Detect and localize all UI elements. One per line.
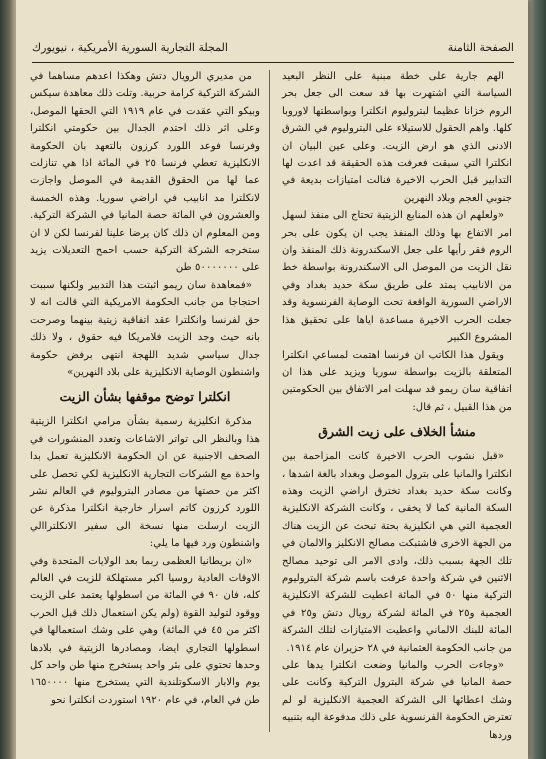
page-label: الصفحة الثامنة [447,40,514,54]
right-paragraph-1: الهم جارية على خطة مبنية على النظر البعيد السياسة التي اشتهرت بها قد سعت الى جعل بحر الروم خزانا عظيما لبتروليوم انكلترا وبواسطتها لاوروبا كلها. واهم الحقول للاستيلاء على البتروليوم في الشرق الادنى الذي هو ارض الزيت. وعلى عين البيان ان انكلترا التي سبقت فعرفت هذه الحقيقة قد اعدت لها التدابير قبل الحرب الاخيرة فنالت امتيازات بديعة في جنوبي العجم وبلاد النهرين [282,71,512,204]
section-heading-oil-dispute: منشأ الخلاف على زيت الشرق [318,424,476,440]
book-spine-shadow [0,0,16,759]
page-header [32,36,514,58]
right-paragraph-4: «قبل نشوب الحرب الاخيرة كانت المزاحمة بين انكلترا والمانيا على بترول الموصل وبغداد بالغة اشدها ، وكانت سكة حديد بغداد تخترق اراضي الزيت وهذه السكة المانية كما لا يخفى ، وكانت الشركة الانكليزية العجمية التي هي انكليزية بحتة تبحث عن الزيت هناك من الجهة الاخرى فاشتبكت مصالح الانكليز والالمان في تلك الجهة بسبب ذلك، وادى الامر الى توحيد مصالح الاثنين في شركة واحدة عرفت باسم شركة البتروليوم التركية منها ٥٠ في المائة اعطيت للشركة الانكليزية العجمية و٢٥ في المائة لشركة رويال دتش و٢٥ في المائة للبنك الالماني واعطيت الامتيازات لتلك الشركة من جانب الحكومة العثمانية في ٢٨ حزيران عام ١٩١٤. [282,451,512,654]
section-heading-england-position: انكلترا توضح موقفها بشأن الزيت [59,389,231,405]
left-paragraph-3: مذكرة انكليزية رسمية بشأن مرامي انكلترا الزيتية هذا وبالنظر الى تواتر الاشاعات وتعدد المنشورات في الصحف الاجنبية عن ان الحكومة الانكليزية تعمل بدا واحدة مع الشركات التجارية الانكليزية لكي تحصل على اكثر من حصتها من مصادر البتروليوم في العالم نشر اللورد كرزون كاتم اسرار خارجية انكلترا مذكرة عن الزيت ارسلت منها نسخة الى سفير الانكلتراالي واشنطون ورد فيها ما يلي: [30,416,260,550]
right-paragraph-3: ويقول هذا الكاتب ان فرنسا اهتمت لمساعي انكلترا المتعلقة بالزيت بواسطة سوريا ويزيد على هذا ان اتفاقية سان ريمو قد سهلت امر الاتفاق بين الحكومتين من هذا القبيل ، ثم قال: [282,349,512,413]
left-paragraph-2: «فمعاهدة سان ريمو اثبتت هذا التدبير ولكنها سببت احتجاجا من جانب الحكومة الامريكية التي قالت انه لا حق لفرنسا وانكلترا عقد اتفاقية زيتية بينهما وصرحت بانه حيث وجد الزيت فلامريكا فيه حقوق ، ولا ذلك جدال سياسي شديد اللهجة انتهى برفض حكومة واشنطون الوصاية الانكليزية على بلاد النهرين» [30,279,260,378]
left-paragraph-1: من مديري الرويال دتش وهكذا اعدهم مساهما في الشركة التركية كرامة حربية. وتلت ذلك معاهدة سيكس وبيكو التي عقدت في عام ١٩١٩ التي الحقها الموصل، وعلى اثر ذلك احتدم الجدال بين حكومتي انكلترا وفرنسا فوعد اللورد كرزون بالتعهد بان الحكومة الانكليزية تعطي فرنسا ٢٥ في المائة اذا هي تنازلت عما لها من الحقوق القديمة في الموصل واجازت لانكلترا مد انابيب في اراضي سوريا. وهذه الخمسة والعشرون في المائة حصة المانيا في الشركة التركية. ومن المعلوم ان ذلك كان يرضا علينا لفرنسا لكن لا ان ستخرجه الشركة التركية حسب احمح التعديلات يزيد على ٥٠٠٠٠٠٠٠ طن [30,71,260,274]
right-column [282,68,512,741]
left-column [30,68,260,734]
journal-title: المجلة التجارية السورية الأمريكية ، نيويورك [32,40,228,54]
journal-page [16,0,528,759]
right-paragraph-2: «ولعلهم ان هذه المنابع الزيتية تحتاج الى منفذ لسهل امر الاتفاع بها وذلك المنفذ يجب ان يكون على بحر الروم فقر رأيها على جعل الاسكندرونة ذلك المنفذ وان نقل الزيت من الموصل الى الاسكندرونة بواسطة خط من الانابيب يمتد على طريق سكة حديد بغداد وفي الاراضي السورية الواقعة تحت الوصاية الفرنسوية وقد جعلت الحرب الاخيرة مساعدة اياها على تحقيق هذا المشروع الكبير [282,210,512,344]
column-divider [269,70,270,732]
header-rule [32,62,514,63]
left-paragraph-4: «ان بريطانيا العظمى ربما بعد الولايات المتحدة وفي الاوقات العادية روسيا اكبر مستهلكة للزيت في العالم كله، فان ٩٠ في المائة من اسطولها يعتمد على الزيت ووقود لتوليد القوة (ولم يكن استعمال ذلك قبل الحرب اكثر من ٤٥ في المائة) وهي على وشك استعمالها في اسطولها التجاري ايضا، ومصادرها الزيتية في بلادها وحدها تحتوي على بئر واحد يستخرج منها طن واحد كل يوم والابار الاسكوتلندية التي يستخرج منها ١٦٥٠٠٠٠ طن في العام، في عام ١٩٢٠ استوردت انكلترا نحو [30,555,260,706]
right-paragraph-5: «وجاءت الحرب والمانيا وضعت انكلترا يدها على حصة المانيا في شركة البترول التركية وكانت على وشك اعطائها الى الشركة العجمية الانكليزية لو لم تعترض الحكومة الفرنسوية على ذلك مدفوعة اليه بتنبيه وردها [282,660,512,741]
book-edge-shadow [528,0,546,759]
